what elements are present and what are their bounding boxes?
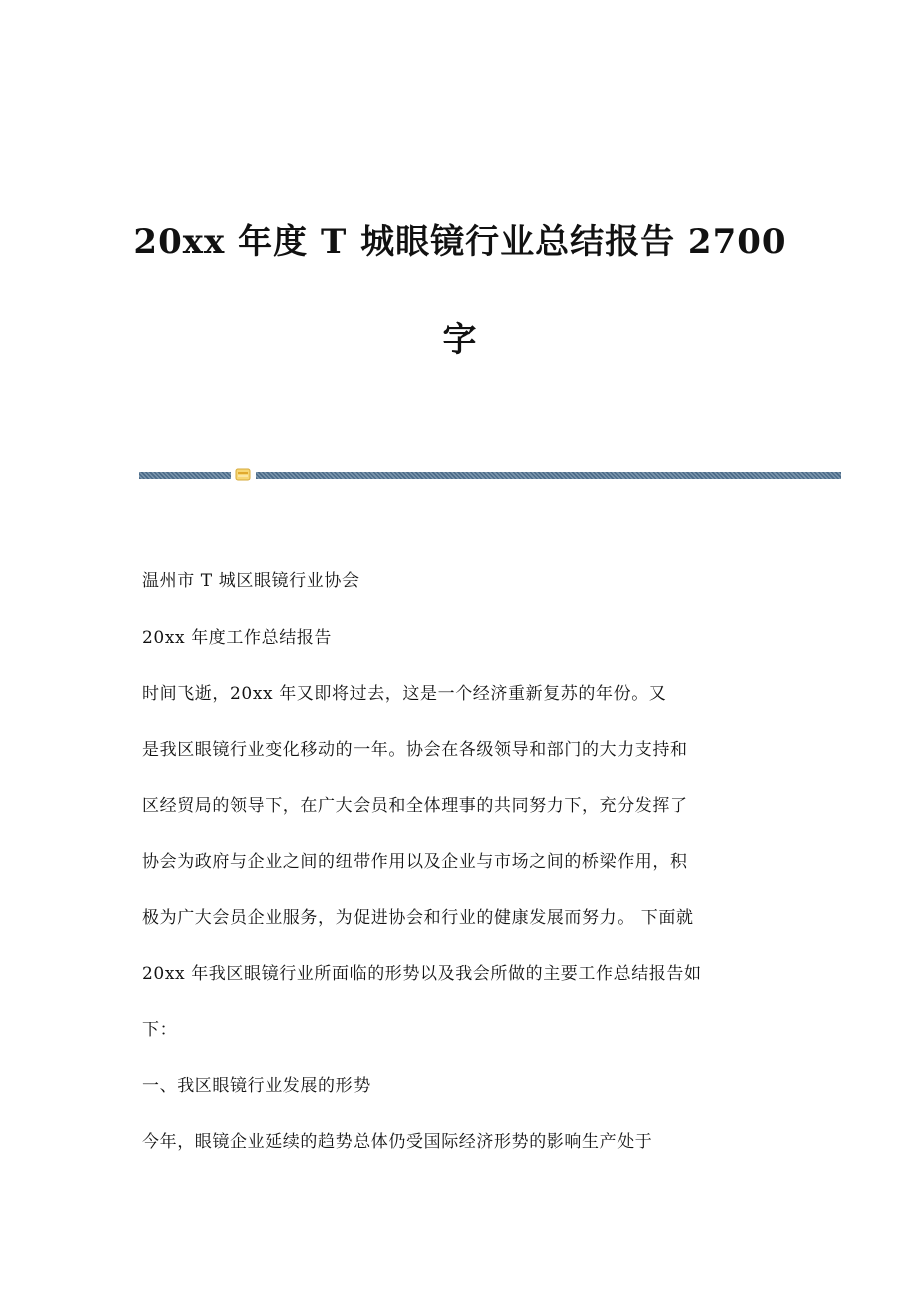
- section-heading: 一、我区眼镜行业发展的形势: [142, 1076, 371, 1096]
- paragraph-line: 是我区眼镜行业变化移动的一年。协会在各级领导和部门的大力支持和: [142, 740, 688, 760]
- divider-ornament-icon: [235, 468, 251, 481]
- divider-bar-right: [256, 472, 841, 479]
- divider-bar-left: [139, 472, 231, 479]
- paragraph-line: 区经贸局的领导下，在广大会员和全体理事的共同努力下，充分发挥了: [142, 796, 688, 816]
- paragraph-line: 20xx 年我区眼镜行业所面临的形势以及我会所做的主要工作总结报告如: [142, 964, 702, 984]
- paragraph-line: 下：: [142, 1020, 178, 1040]
- paragraph-line: 极为广大会员企业服务，为促进协会和行业的健康发展而努力。 下面就: [142, 908, 694, 928]
- paragraph-line: 今年，眼镜企业延续的趋势总体仍受国际经济形势的影响生产处于: [142, 1132, 653, 1152]
- document-title-line-2: 字: [442, 320, 478, 360]
- document-title-line-1: 20xx 年度 T 城眼镜行业总结报告 2700: [133, 222, 787, 262]
- paragraph-line: 时间飞逝，20xx 年又即将过去，这是一个经济重新复苏的年份。又: [142, 684, 667, 704]
- report-subtitle-line: 20xx 年度工作总结报告: [142, 628, 333, 648]
- title-divider: [139, 468, 841, 482]
- org-name-line: 温州市 T 城区眼镜行业协会: [142, 571, 360, 591]
- paragraph-line: 协会为政府与企业之间的纽带作用以及企业与市场之间的桥梁作用，积: [142, 852, 688, 872]
